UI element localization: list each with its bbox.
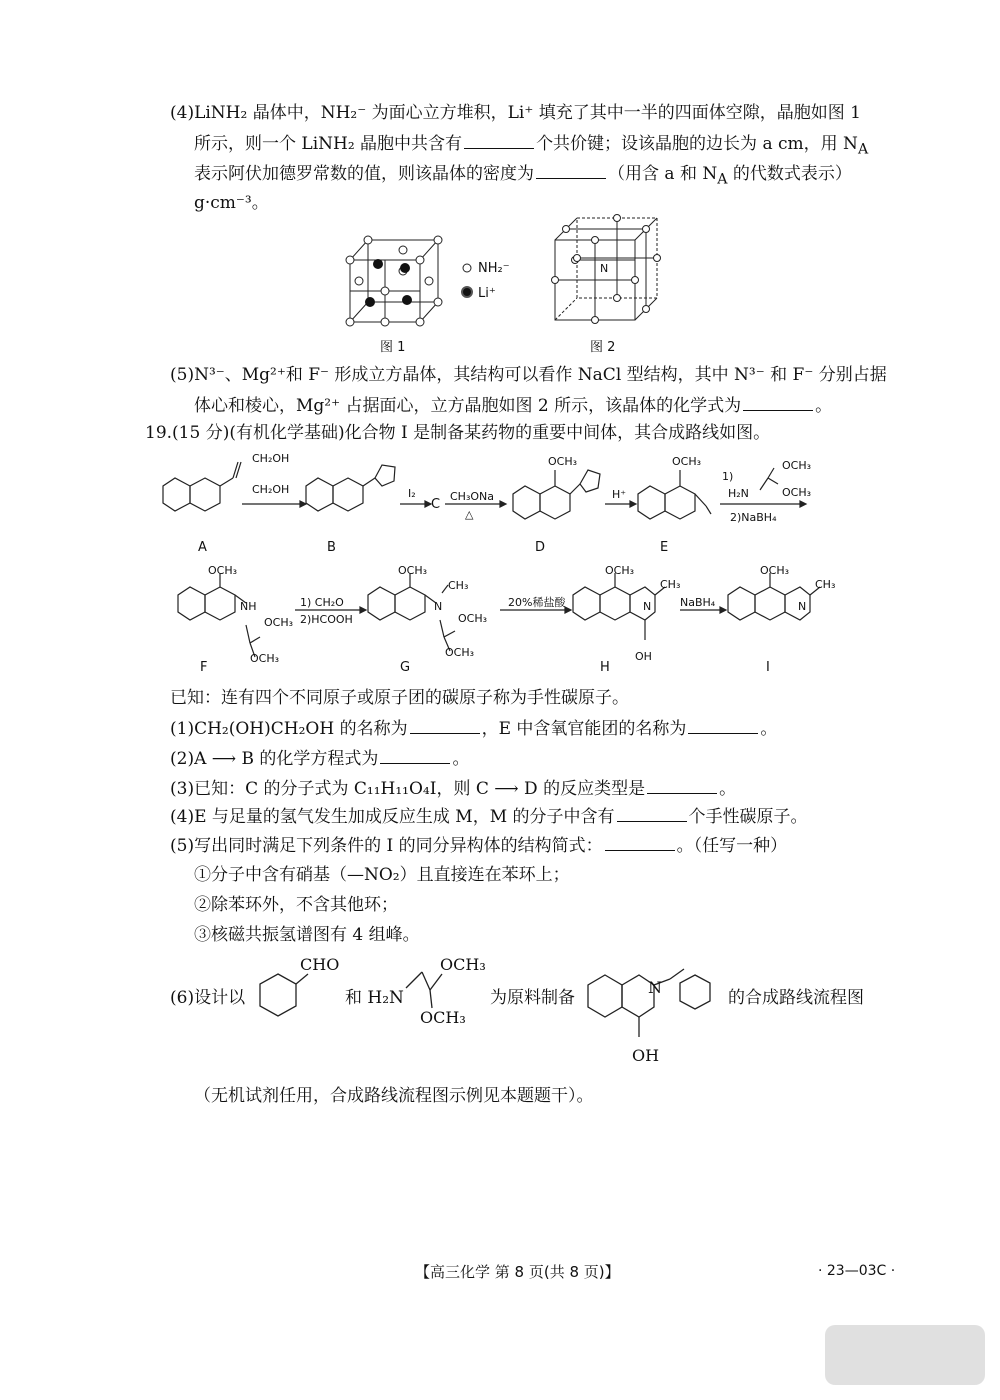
och3-E: OCH₃ — [672, 455, 702, 468]
ch3-I: CH₃ — [815, 578, 836, 591]
q4-line2 — [194, 130, 868, 162]
answer-blank-chiral-count[interactable] — [617, 803, 687, 822]
fig1-legend-li: Li⁺ — [478, 286, 496, 301]
q19-part5 — [170, 832, 787, 859]
q19-condition3: ③核磁共振氢谱图有 4 组峰。 — [194, 925, 420, 945]
q5-line2 — [194, 392, 832, 419]
label-B: B — [327, 540, 336, 555]
ch3-H: CH₃ — [660, 578, 681, 591]
reagent-nabh4-step2: 2)NaBH₄ — [730, 511, 777, 524]
reagent-iodine: I₂ — [408, 487, 416, 500]
fig1-caption: 图 1 — [380, 340, 406, 355]
q19-p2b: 。 — [452, 749, 470, 769]
reagent-nabh4: NaBH₄ — [680, 596, 716, 609]
q19-heading: 19.(15 分)(有机化学基础)化合物 I 是制备某药物的重要中间体，其合成路线如图。 — [145, 423, 771, 443]
label-A: A — [198, 540, 207, 555]
q19-part6-route: 的合成路线流程图 — [728, 988, 864, 1008]
q4-line1: (4)LiNH₂ 晶体中，NH₂⁻ 为面心立方堆积，Li⁺ 填充了其中一半的四面体空隙，晶胞如图 1 — [170, 103, 861, 123]
watermark-logo — [820, 1320, 990, 1390]
q19-part3 — [170, 775, 736, 802]
fig1-legend-markers — [460, 260, 474, 300]
q19-part2 — [170, 745, 469, 772]
q19-part6-prepare: 为原料制备 — [490, 988, 575, 1008]
q4-line3-sub: A — [717, 171, 728, 188]
label-H: H — [600, 660, 610, 675]
och3-F-chain-b: OCH₃ — [250, 652, 280, 665]
q4-line3b: （用含 a 和 N — [608, 164, 718, 184]
n-H: N — [643, 600, 652, 613]
reagent-och3-b: OCH₃ — [782, 486, 812, 499]
q4-line4: g·cm⁻³。 — [194, 193, 269, 213]
synthesis-scheme-row2 — [160, 565, 840, 685]
cho-label: CHO — [300, 955, 340, 974]
q19-p4a: (4)E 与足量的氢气发生加成反应生成 M，M 的分子中含有 — [170, 807, 615, 827]
q19-p1c: 。 — [760, 719, 778, 739]
ch3-G: CH₃ — [448, 579, 469, 592]
och3-F-chain-a: OCH₃ — [264, 616, 294, 629]
answer-blank-isomer[interactable] — [605, 832, 675, 851]
reagent-ethylene-glycol-top: CH₂OH — [252, 452, 290, 465]
q19-p2a: (2)A ⟶ B 的化学方程式为 — [170, 749, 379, 769]
q19-part1 — [170, 715, 777, 742]
label-F: F — [200, 660, 208, 675]
q4-line3a: 表示阿伏加德罗常数的值，则该晶体的密度为 — [194, 164, 534, 184]
oh-label-target: OH — [632, 1046, 660, 1065]
nh-F: NH — [240, 600, 257, 613]
q4-line3 — [194, 160, 852, 192]
answer-blank-glycol-name[interactable] — [410, 715, 480, 734]
oh-H: OH — [635, 650, 652, 663]
och3-G: OCH₃ — [398, 564, 428, 577]
q19-p1a: (1)CH₂(OH)CH₂OH 的名称为 — [170, 719, 408, 739]
reagent-heat: △ — [465, 508, 474, 521]
q19-condition1: ①分子中含有硝基（—NO₂）且直接连在苯环上； — [194, 865, 570, 885]
label-E: E — [660, 540, 669, 555]
q19-p5a: (5)写出同时满足下列条件的 I 的同分异构体的结构简式： — [170, 836, 603, 856]
och3-G-chain-b: OCH₃ — [445, 646, 475, 659]
exam-code: · 23—03C · — [818, 1263, 896, 1279]
reagent-step1: 1) — [722, 470, 734, 483]
label-I: I — [766, 660, 770, 675]
fig1-crystal-cell — [340, 232, 450, 332]
q5-line2a: 体心和棱心，Mg²⁺ 占据面心，立方晶胞如图 2 所示，该晶体的化学式为 — [194, 396, 742, 416]
q19-part6-intro: (6)设计以 — [170, 988, 246, 1008]
label-C: C — [431, 497, 441, 512]
och3-D: OCH₃ — [548, 455, 578, 468]
q5-line1: (5)N³⁻、Mg²⁺和 F⁻ 形成立方晶体，其结构可以看作 NaCl 型结构，其中 N³⁻ 和 F⁻ 分别占据 — [170, 365, 887, 385]
och3-H: OCH₃ — [605, 564, 635, 577]
reagent-sodium-methoxide: CH₃ONa — [450, 490, 494, 503]
q5-line2b: 。 — [815, 396, 833, 416]
answer-blank-density[interactable] — [536, 160, 606, 179]
target-structure — [580, 955, 720, 1055]
fig1-legend-nh2: NH₂⁻ — [478, 261, 510, 276]
answer-blank-functional-group[interactable] — [688, 715, 758, 734]
q19-p3b: 。 — [719, 779, 737, 799]
q19-part6-and: 和 H₂N — [345, 988, 404, 1008]
answer-blank-equation[interactable] — [380, 745, 450, 764]
q19-part4 — [170, 803, 808, 830]
answer-blank-bonds[interactable] — [464, 130, 534, 149]
och3-G-chain-a: OCH₃ — [458, 612, 488, 625]
reagent-formic-acid: 2)HCOOH — [300, 613, 353, 626]
reagent-h2n: H₂N — [728, 487, 749, 500]
answer-blank-reaction-type[interactable] — [647, 775, 717, 794]
reagent-acid: H⁺ — [612, 488, 627, 501]
reagent-hcl: 20%稀盐酸 — [508, 596, 566, 609]
q19-p3a: (3)已知：C 的分子式为 C₁₁H₁₁O₄I，则 C ⟶ D 的反应类型是 — [170, 779, 646, 799]
answer-blank-formula[interactable] — [743, 392, 813, 411]
q4-line2a: 所示，则一个 LiNH₂ 晶胞中共含有 — [194, 134, 463, 154]
n-label-target: N — [648, 978, 662, 997]
page-footer: 【高三化学 第 8 页(共 8 页)】 — [415, 1263, 620, 1281]
och3-F: OCH₃ — [208, 564, 238, 577]
reagent-och3-a: OCH₃ — [782, 459, 812, 472]
q4-line2b: 个共价键；设该晶胞的边长为 a cm，用 N — [536, 134, 858, 154]
n-I: N — [798, 600, 807, 613]
label-D: D — [535, 540, 546, 555]
och3-label-bottom: OCH₃ — [420, 1008, 466, 1027]
reagent-ethylene-glycol-bottom: CH₂OH — [252, 483, 290, 496]
och3-I: OCH₃ — [760, 564, 790, 577]
och3-label-top: OCH₃ — [440, 955, 486, 974]
q19-p4b: 个手性碳原子。 — [688, 807, 808, 827]
q4-line3c: 的代数式表示） — [727, 164, 852, 184]
reagent-formaldehyde: 1) CH₂O — [300, 596, 344, 609]
label-G: G — [400, 660, 411, 675]
q4-line2-sub: A — [857, 141, 869, 158]
q19-condition2: ②除苯环外，不含其他环； — [194, 895, 398, 915]
q19-p1b: ，E 中含氧官能团的名称为 — [481, 719, 687, 739]
n-G: N — [434, 600, 443, 613]
q19-part6-note: （无机试剂任用，合成路线流程图示例见本题题干）。 — [194, 1086, 594, 1106]
fig2-caption: 图 2 — [590, 340, 616, 355]
fig2-center-label: N — [600, 262, 609, 275]
q19-p5b: 。（任写一种） — [676, 836, 788, 856]
q19-known: 已知：连有四个不同原子或原子团的碳原子称为手性碳原子。 — [170, 688, 629, 708]
